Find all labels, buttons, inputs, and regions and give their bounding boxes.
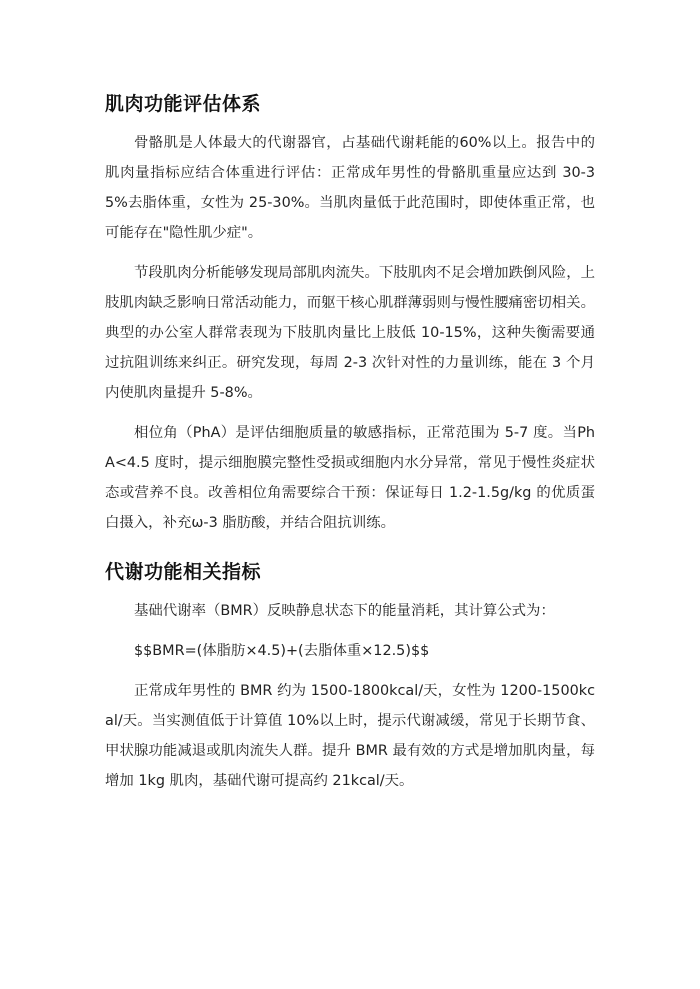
document-page: [105, 90, 595, 796]
paragraph-skeletal-muscle: 骨骼肌是人体最大的代谢器官，占基础代谢耗能的60%以上。报告中的肌肉量指标应结合体重进行评估：正常成年男性的骨骼肌重量应达到 30-35%去脂体重，女性为 25-30%。当肌肉量低于此范围时，即使体重正常，也可能存在"隐性肌少症"。: [105, 135, 595, 241]
paragraph-bmr-normal-range: 正常成年男性的 BMR 约为 1500-1800kcal/天，女性为 1200-1500kcal/天。当实测值低于计算值 10%以上时，提示代谢减缓，常见于长期节食、甲状腺功能减退或肌肉流失人群。提升 BMR 最有效的方式是增加肌肉量，每增加 1kg 肌肉，基础代谢可提高约 21kcal/天。: [105, 683, 595, 789]
section-heading-muscle-function: 肌肉功能评估体系: [105, 93, 262, 115]
paragraph-bmr-formula: $$BMR=(体脂肪×4.5)+(去脂体重×12.5)$$: [134, 643, 430, 659]
paragraph-segmental-analysis: 节段肌肉分析能够发现局部肌肉流失。下肢肌肉不足会增加跌倒风险，上肢肌肉缺乏影响日常活动能力，而躯干核心肌群薄弱则与慢性腰痛密切相关。典型的办公室人群常表现为下肢肌肉量比上肢低 10-15%，这种失衡需要通过抗阻训练来纠正。研究发现，每周 2-3 次针对性的力量训练，能在 3 个月内使肌肉量提升 5-8%。: [105, 265, 595, 401]
section-heading-metabolic-indicators: 代谢功能相关指标: [105, 561, 262, 583]
paragraph-bmr-intro: 基础代谢率（BMR）反映静息状态下的能量消耗，其计算公式为：: [134, 603, 555, 619]
paragraph-phase-angle: 相位角（PhA）是评估细胞质量的敏感指标，正常范围为 5-7 度。当PhA<4.5 度时，提示细胞膜完整性受损或细胞内水分异常，常见于慢性炎症状态或营养不良。改善相位角需要综合干预：保证每日 1.2-1.5g/kg 的优质蛋白摄入，补充ω-3 脂肪酸，并结合阻抗训练。: [105, 425, 595, 531]
